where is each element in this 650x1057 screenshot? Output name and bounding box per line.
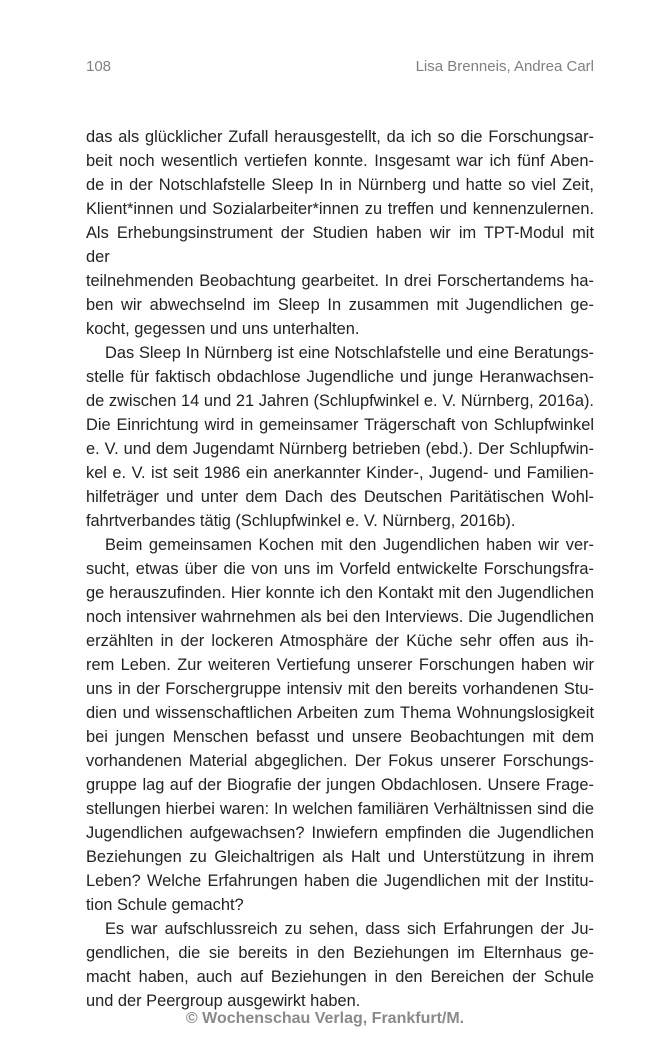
text-line: tion Schule gemacht? xyxy=(86,896,244,914)
text-line: ben wir abwechselnd im Sleep In zusammen mit Jugendlichen ge- xyxy=(86,296,594,314)
text-line: de in der Notschlafstelle Sleep In in Nürnberg und hatte so viel Zeit, xyxy=(86,176,594,194)
text-line: Das Sleep In Nürnberg ist eine Notschlafstelle und eine Beratungs- xyxy=(105,344,594,362)
text-line: beit noch wesentlich vertiefen konnte. Insgesamt war ich fünf Aben- xyxy=(86,152,594,170)
body-text xyxy=(86,125,594,1013)
running-head-authors: Lisa Brenneis, Andrea Carl xyxy=(415,58,594,75)
text-line: noch intensiver wahrnehmen als bei den Interviews. Die Jugendlichen xyxy=(86,608,594,626)
text-line: rem Leben. Zur weiteren Vertiefung unserer Forschungen haben wir xyxy=(86,656,594,674)
text-line: bei jungen Menschen befasst und unsere Beobachtungen mit dem xyxy=(86,728,594,746)
text-line: sucht, etwas über die von uns im Vorfeld entwickelte Forschungsfra- xyxy=(86,560,594,578)
text-line: Beim gemeinsamen Kochen mit den Jugendlichen haben wir ver- xyxy=(105,536,594,554)
text-line: kel e. V. ist seit 1986 ein anerkannter Kinder-, Jugend- und Familien- xyxy=(86,464,594,482)
text-line: Klient*innen und Sozialarbeiter*innen zu treffen und kennenzulernen. xyxy=(86,200,594,218)
text-line: Jugendlichen aufgewachsen? Inwiefern empfinden die Jugendlichen xyxy=(86,824,594,842)
text-line: uns in der Forschergruppe intensiv mit den bereits vorhandenen Stu- xyxy=(86,680,594,698)
text-line: und der Peergroup ausgewirkt haben. xyxy=(86,992,361,1010)
text-line: Es war aufschlussreich zu sehen, dass sich Erfahrungen der Ju- xyxy=(105,920,594,938)
text-line: de zwischen 14 und 21 Jahren (Schlupfwinkel e. V. Nürnberg, 2016a). xyxy=(86,392,594,410)
copyright-footer: © Wochenschau Verlag, Frankfurt/M. xyxy=(185,1010,465,1027)
text-line: macht haben, auch auf Beziehungen in den Bereichen der Schule xyxy=(86,968,594,986)
text-line: gruppe lag auf der Biografie der jungen Obdachlosen. Unsere Frage- xyxy=(86,776,594,794)
text-line: hilfeträger und unter dem Dach des Deutschen Paritätischen Wohl- xyxy=(86,488,594,506)
text-line: Beziehungen zu Gleichaltrigen als Halt und Unterstützung in ihrem xyxy=(86,848,594,866)
text-line: dien und wissenschaftlichen Arbeiten zum Thema Wohnungslosigkeit xyxy=(86,704,594,722)
text-line: stellungen hierbei waren: In welchen familiären Verhältnissen sind die xyxy=(86,800,594,818)
text-line: erzählten in der lockeren Atmosphäre der Küche sehr offen aus ih- xyxy=(86,632,594,650)
text-line: teilnehmenden Beobachtung gearbeitet. In drei Forschertandems ha- xyxy=(86,272,594,290)
text-line: Die Einrichtung wird in gemeinsamer Trägerschaft von Schlupfwinkel xyxy=(86,416,594,434)
text-line: das als glücklicher Zufall herausgestellt, da ich so die Forschungsar- xyxy=(86,128,594,146)
text-line: Als Erhebungsinstrument der Studien haben wir im TPT-Modul mit der xyxy=(86,224,594,266)
text-line: vorhandenen Material abgeglichen. Der Fokus unserer Forschungs- xyxy=(86,752,594,770)
page-number: 108 xyxy=(86,58,112,75)
text-line: Leben? Welche Erfahrungen haben die Jugendlichen mit der Institu- xyxy=(86,872,594,890)
text-line: kocht, gegessen und uns unterhalten. xyxy=(86,320,360,338)
text-line: fahrtverbandes tätig (Schlupfwinkel e. V. Nürnberg, 2016b). xyxy=(86,512,516,530)
text-line: e. V. und dem Jugendamt Nürnberg betrieben (ebd.). Der Schlupfwin- xyxy=(86,440,594,458)
text-line: gendlichen, die sie bereits in den Beziehungen im Elternhaus ge- xyxy=(86,944,594,962)
page-header xyxy=(86,57,594,77)
text-line: ge herauszufinden. Hier konnte ich den Kontakt mit den Jugendlichen xyxy=(86,584,594,602)
text-line: stelle für faktisch obdachlose Jugendliche und junge Heranwachsen- xyxy=(86,368,594,386)
